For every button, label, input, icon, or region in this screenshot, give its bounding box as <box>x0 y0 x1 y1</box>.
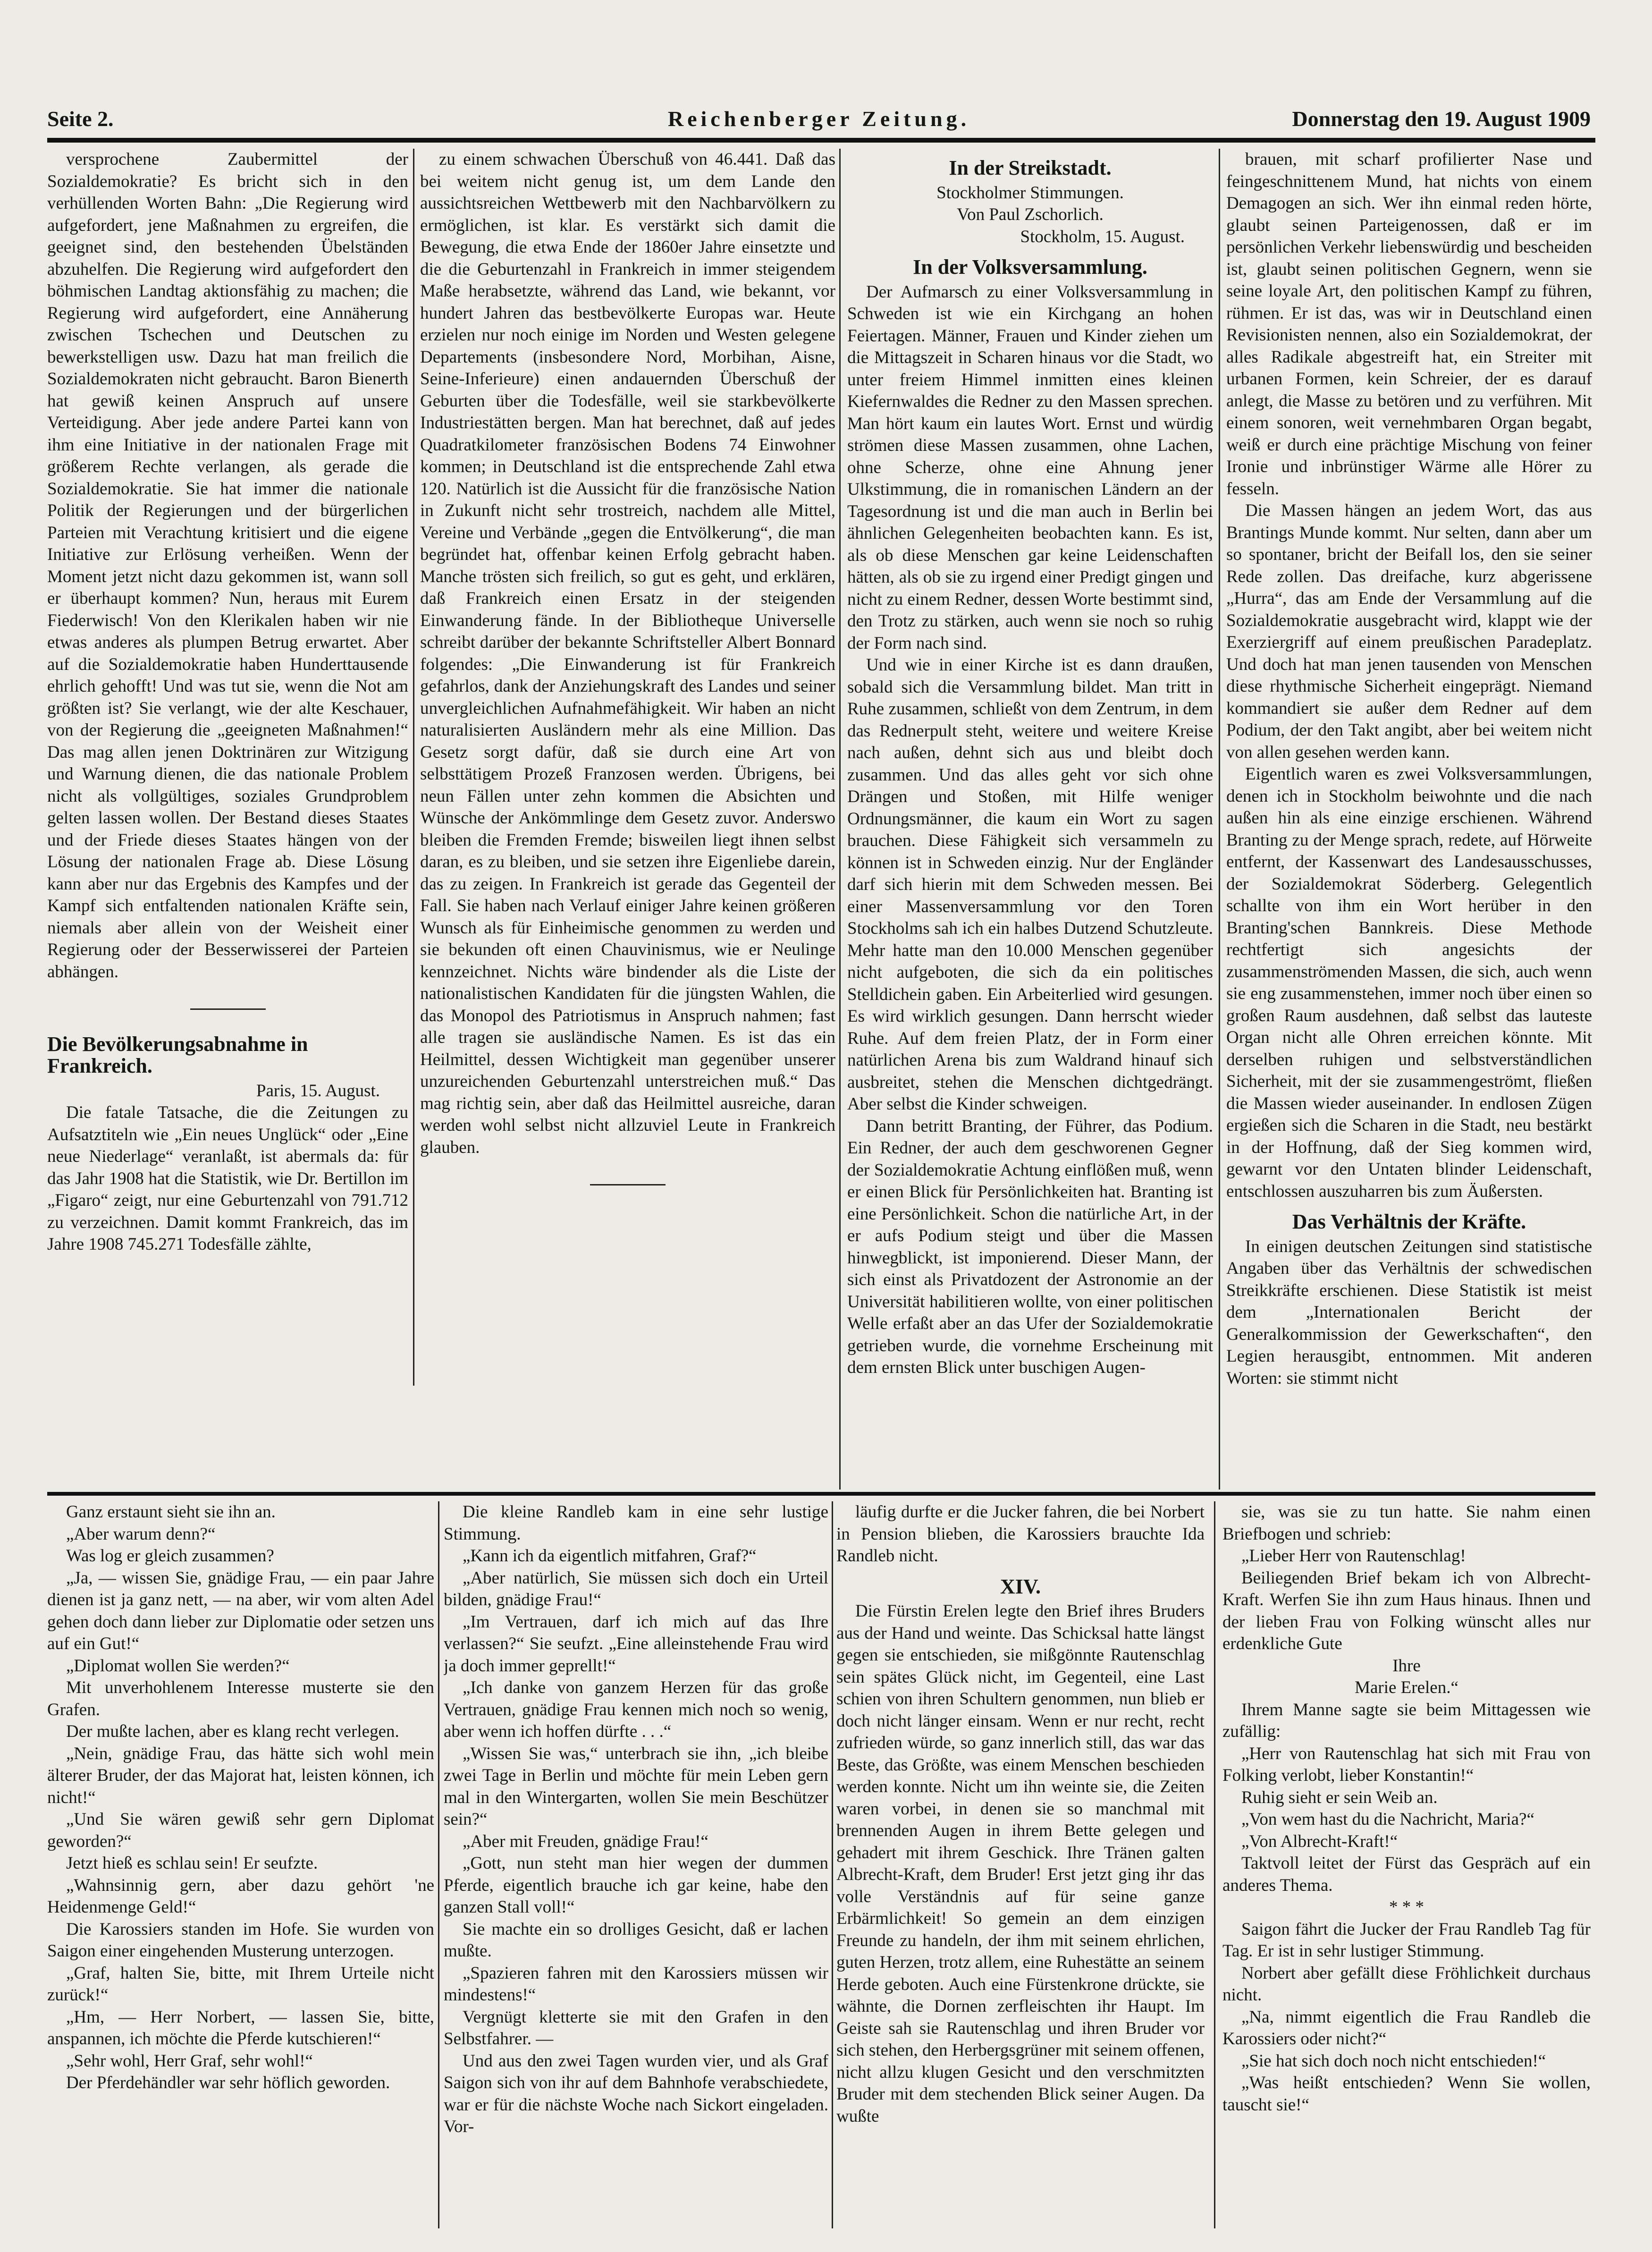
centered-line: Ihre <box>1392 1656 1421 1676</box>
paragraph: „Spazieren fahren mit den Karossiers müssen wir mindestens!“ <box>444 1963 828 2005</box>
paragraph: „Von wem hast du die Nachricht, Maria?“ <box>1241 1810 1534 1829</box>
paragraph: Die Karossiers standen im Hofe. Sie wurden von Saigon einer eingehenden Musterung unterzogen. <box>47 1919 434 1961</box>
paragraph: Vergnügt kletterte sie mit den Grafen in den Selbstfahrer. — <box>444 2007 828 2049</box>
lower-column-3 <box>836 1501 1205 2238</box>
column-divider <box>413 149 414 1386</box>
page-header <box>47 106 1591 135</box>
dateline: Stockholm, 15. August. <box>1020 227 1185 246</box>
paragraph: „Kann ich da eigentlich mitfahren, Graf?“ <box>463 1546 757 1566</box>
paragraph: Ihrem Manne sagte sie beim Mittagessen wie zufällig: <box>1222 1700 1591 1741</box>
upper-column-4 <box>1226 149 1592 1490</box>
paragraph: Und aus den zwei Tagen wurden vier, und als Graf Saigon sich von ihr auf dem Bahnhofe verabschiedete, war er für die nächste Woche nach Sickort eingeladen. Vor- <box>444 2051 828 2136</box>
headline: XIV. <box>1000 1575 1041 1598</box>
paragraph: brauen, mit scharf profilierter Nase und feingeschnittenem Mund, hat nichts von einem Demagogen an sich. Wer ihn einmal reden hörte, glaubt seinen Parteigenossen, daß er im persönlichen Verkehr liebenswürdig und bescheiden ist, glaubt seinen politischen Gegnern, wenn sie seine loyale Art, den politischen Kampf zu führen, rühmen. Er ist das, was wir in Deutschland einen Revisionisten nennen, also ein Sozialdemokrat, der alles Radikale abgestreift hat, ein Streiter mit urbanen Formen, kein Schreier, der es darauf anlegt, die Masse zu betören und zu verführen. Mit einem sonoren, weit vernehmbaren Organ begabt, weiß er durch eine prächtige Mischung von feiner Ironie und inbrünstiger Wärme alle Hörer zu fesseln. <box>1226 150 1592 499</box>
paragraph: „Aber natürlich, Sie müssen sich doch ein Urteil bilden, gnädige Frau!“ <box>444 1568 828 1609</box>
section-separator <box>47 997 408 1019</box>
paragraph: „Wissen Sie was,“ unterbrach sie ihn, „ich bleibe zwei Tage in Berlin und möchte für mein Leben gern mal in den Wintergarten, wollen Sie mein Beschützer sein?“ <box>444 1744 828 1829</box>
paragraph: Jetzt hieß es schlau sein! Er seufzte. <box>66 1854 318 1873</box>
lower-column-4 <box>1222 1501 1591 2238</box>
column-divider <box>1214 1501 1215 2228</box>
paragraph: Der Aufmarsch zu einer Volksversammlung in Schweden ist wie ein Kirchgang an hohen Feiertagen. Männer, Frauen und Kinder ziehen um die Mittagszeit in Scharen hinaus vor die Stadt, wo unter freiem Himmel inmitten eines kleinen Kiefernwaldes die Redner zu den Massen sprechen. Man hört kaum ein lautes Wort. Ernst und würdig strömen diese Massen zusammen, ohne Lachen, ohne Scherze, ohne eine Ahnung jener Ulkstimmung, die in romanischen Ländern an der Tagesordnung ist und die man auch in Berlin bei ähnlichen Gelegenheiten beobachten kann. Es ist, als ob diese Menschen gar keine Leidenschaften hätten, als ob sie zu irgend einer Predigt gingen und nicht zu einem Redner, dessen Worte bestimmt sind, den Trotz zu stärken, auch wenn sie noch so ruhig der Form nach sind. <box>847 282 1213 653</box>
paragraph: „Graf, halten Sie, bitte, mit Ihrem Urteile nicht zurück!“ <box>47 1963 434 2005</box>
column-divider <box>839 149 841 1490</box>
paragraph: „Sie hat sich doch noch nicht entschieden!“ <box>1241 2051 1546 2071</box>
paragraph: Die Fürstin Erelen legte den Brief ihres Bruders aus der Hand und weinte. Das Schicksal hatte längst gegen sie entschieden, sie mißgönnte Rautenschlag sein spätes Glück nicht, im Gegenteil, eine Last schien von ihren Schultern genommen, nun blieb er doch nicht länger einsam. Wenn er nur recht, recht zufrieden würde, so ganz innerlich still, das war das Beste, das Größte, was einem Menschen beschieden werden konnte. Nicht um ihn weinte sie, die Zeiten waren vorbei, in denen sie so manchmal mit brennenden Augen in ihrem Bette gelegen und gehadert mit ihrem Geschick. Ihre Tränen galten Albrecht-Kraft, dem Bruder! Erst jetzt ging ihr das volle Verständnis auf für seine ganze Erbärmlichkeit! So gemein an dem einzigen Freunde zu handeln, der ihm mit seinem ehrlichen, guten Herzen, trotz allem, eine Ruhestätte an seinem Herde geboten. Auch eine Fürstenkrone drückte, sie wähnte, die Dornen zerfleischten ihr Haupt. Im Geiste sah sie Rautenschlag und ihren Bruder vor sich stehen, den Herbergsgrüner mit seinem offenen, nicht allzu klugen Gesicht und den verschmitzten Bruder mit dem stechenden Blick seiner Augen. Da wußte <box>836 1601 1205 2126</box>
paragraph: „Na, nimmt eigentlich die Frau Randleb die Karossiers oder nicht?“ <box>1222 2007 1591 2049</box>
column-divider <box>438 1501 439 2228</box>
lower-column-1 <box>47 1501 434 2238</box>
paragraph: „Herr von Rautenschlag hat sich mit Frau von Folking verlobt, lieber Konstantin!“ <box>1222 1744 1591 1785</box>
paragraph: „Diplomat wollen Sie werden?“ <box>66 1656 290 1676</box>
lower-column-2 <box>444 1501 828 2238</box>
upper-column-3 <box>847 149 1213 1490</box>
paragraph: „Was heißt entschieden? Wenn Sie wollen, tauscht sie!“ <box>1222 2073 1591 2115</box>
paragraph: Beiliegenden Brief bekam ich von Albrecht-Kraft. Werfen Sie ihn zum Haus hinaus. Ihnen und der lieben Frau von Folking wünscht alles nur erdenkliche Gute <box>1222 1568 1591 1653</box>
paragraph: versprochene Zaubermittel der Sozialdemokratie? Es bricht sich in den verhüllenden Worten Bahn: „Die Regierung wird aufgefordert, jene Maßnahmen zu ergreifen, die geeignet sind, den bestehenden Übelständen abzuhelfen. Die Regierung wird aufgefordert den böhmischen Landtag aktionsfähig zu machen; die Regierung wird aufgefordert, eine Annäherung zwischen Tschechen und Deutschen zu bewerkstelligen usw. Dazu hat man freilich die Sozialdemokraten nicht gebraucht. Baron Bienerth hat gewiß keinen Anspruch auf unsere Verteidigung. Aber jede andere Partei kann von ihm eine Initiative in der nationalen Frage mit größerem Rechte verlangen, als gerade die Sozialdemokratie. Sie hat immer die nationale Politik der Regierungen und der bürgerlichen Parteien mit Verachtung kritisiert und die eigene Initiative zur Erlösung verheißen. Wenn der Moment jetzt nicht dazu gekommen ist, wann soll er überhaupt kommen? Nun, heraus mit Eurem Fiederwisch! Von den Klerikalen haben wir nie etwas anderes als plumpen Betrug erwartet. Aber auf die Sozialdemokratie haben Hunderttausende ehrlich gehofft! Und was tut sie, wenn die Not am größten ist? Sie verlangt, wie der alte Keschauer, von der Regierung die „geeigneten Maßnahmen!“ Das mag allen jenen Doktrinären zur Witzigung und Warnung dienen, die das nationale Problem nicht als vollgültiges, soziales Grundproblem gelten lassen wollen. Der Bestand dieses Staates und der Friede dieses Staates hängen von der Lösung der nationalen Frage ab. Diese Lösung kann aber nur das Ergebnis des Kampfes und der Kampf sich entfaltenden nationalen Kräfte sein, niemals aber allein von der Weisheit einer Regierung oder der Besserwisserei der Parteien abhängen. <box>47 150 408 982</box>
paragraph: Saigon fährt die Jucker der Frau Randleb Tag für Tag. Er ist in sehr lustiger Stimmung. <box>1222 1919 1591 1961</box>
paragraph: „Von Albrecht-Kraft!“ <box>1241 1831 1398 1851</box>
dateline: Paris, 15. August. <box>256 1081 380 1101</box>
paragraph: Der mußte lachen, aber es klang recht verlegen. <box>66 1722 399 1741</box>
paragraph: „Hm, — Herr Norbert, — lassen Sie, bitte, anspannen, ich möchte die Pferde kutschieren!“ <box>47 2007 434 2049</box>
paragraph: „Und Sie wären gewiß sehr gern Diplomat geworden?“ <box>47 1810 434 1851</box>
paragraph: Mit unverhohlenem Interesse musterte sie den Grafen. <box>47 1678 434 1719</box>
paragraph: „Ja, — wissen Sie, gnädige Frau, — ein paar Jahre dienen ist ja ganz nett, — na aber, wir vom alten Adel gehen doch dann lieber zur Diplomatie oder setzen uns auf ein Gut!“ <box>47 1568 434 1653</box>
centered-line: Von Paul Zschorlich. <box>957 205 1104 224</box>
paragraph: Sie machte ein so drolliges Gesicht, daß er lachen mußte. <box>444 1919 828 1961</box>
paragraph: „Im Vertrauen, darf ich mich auf das Ihre verlassen?“ Sie seufzt. „Eine alleinstehende Frau wird ja doch immer geprellt!“ <box>444 1612 828 1676</box>
paragraph: Norbert aber gefällt diese Fröhlichkeit durchaus nicht. <box>1222 1963 1591 2005</box>
paragraph: „Sehr wohl, Herr Graf, sehr wohl!“ <box>66 2051 313 2071</box>
paragraph: „Lieber Herr von Rautenschlag! <box>1241 1546 1466 1566</box>
paragraph: „Nein, gnädige Frau, das hätte sich wohl mein älterer Bruder, der das Majorat hat, leisten können, ich nicht!“ <box>47 1744 434 1807</box>
centered-line: Stockholmer Stimmungen. <box>936 183 1124 203</box>
paragraph: Ganz erstaunt sieht sie ihn an. <box>66 1502 276 1522</box>
upper-column-1 <box>47 149 408 1490</box>
paragraph: Und wie in einer Kirche ist es dann draußen, sobald sich die Versammlung bildet. Man tritt in Ruhe zusammen, schließt von dem Zentrum, in dem das Rednerpult steht, weitere und weitere Kreise nach außen, dehnt sich aus und bleibt doch zusammen. Und das alles geht vor sich ohne Drängen und Stoßen, mit Hilfe weniger Ordnungsmänner, die kaum ein Wort zu sagen brauchen. Diese Fähigkeit sich versammeln zu können ist in Schweden einzig. Nur der Engländer darf sich hierin mit dem Schweden messen. Bei einer Massenversammlung vor den Toren Stockholms sah ich ein halbes Dutzend Schutzleute. Mehr hatte man den 10.000 Menschen gegenüber nicht aufgeboten, die sich da ein politisches Stelldichein gaben. Ein Arbeiterlied wird gesungen. Es wird wirklich gesungen. Dann herrscht wieder Ruhe. Auf dem freien Platz, der in Form einer natürlichen Arena bis zum Waldrand hinauf sich ausbreitet, stehen die Menschen dichtgedrängt. Aber selbst die Kinder schweigen. <box>847 655 1213 1114</box>
paragraph: „Aber warum denn?“ <box>66 1524 216 1544</box>
newspaper-title: Reichenberger Zeitung. <box>667 107 970 131</box>
paragraph: „Aber mit Freuden, gnädige Frau!“ <box>463 1831 708 1851</box>
paragraph: Dann betritt Branting, der Führer, das Podium. Ein Redner, der auch dem geschworenen Gegner der Sozialdemokratie Achtung einflößen muß, wenn er einen Blick für Persönlichkeiten hat. Branting ist eine Persönlichkeit. Schon die natürliche Art, in der er aufs Podium steigt und über die Massen hinwegblickt, ist imponierend. Dieser Mann, der sich einst als Privatdozent der Astronomie an der Universität habilitieren wollte, von einer politischen Welle erfaßt aber an das Ufer der Sozialdemokratie getrieben wurde, die vornehme Erscheinung mit dem ernsten Blick unter buschigen Augen- <box>847 1116 1213 1377</box>
paragraph: Die Massen hängen an jedem Wort, das aus Brantings Munde kommt. Nur selten, dann aber um so spontaner, bricht der Beifall los, den sie seiner Rede zollen. Das dreifache, kurz abgerissene „Hurra“, das am Ende der Versammlung auf die Sozialdemokratie ausgebracht wird, klappt wie der Exerziergriff auf einem preußischen Paradeplatz. Und doch hat man jenen tausenden von Menschen diese rhythmische Sicherheit eingeprägt. Niemand kommandiert sie außer dem Redner auf dem Podium, der den Takt angibt, aber bei weitem nicht von allen gesehen werden kann. <box>1226 501 1592 762</box>
header-rule <box>47 138 1595 143</box>
centered-line: * * * <box>1389 1897 1424 1917</box>
feuilleton-rule <box>47 1492 1595 1496</box>
paragraph: Die kleine Randleb kam in eine sehr lustige Stimmung. <box>444 1502 828 1544</box>
issue-date: Donnerstag den 19. August 1909 <box>1292 107 1591 131</box>
upper-column-2 <box>420 149 835 1490</box>
column-divider <box>832 1501 833 2228</box>
paragraph: läufig durfte er die Jucker fahren, die bei Norbert in Pension blieben, die Karossiers brauchte Ida Randleb nicht. <box>836 1502 1205 1566</box>
paragraph: „Wahnsinnig gern, aber dazu gehört 'ne Heidenmenge Geld!“ <box>47 1875 434 1917</box>
section-separator <box>420 1173 835 1195</box>
paragraph: Die fatale Tatsache, die die Zeitungen zu Aufsatztiteln wie „Ein neues Unglück“ oder „Eine neue Niederlage“ veranlaßt, ist abermals da: für das Jahr 1908 hat die Statistik, wie Dr. Bertillon im „Figaro“ zeigt, nur eine Geburtenzahl von 791.712 zu verzeichnen. Damit kommt Frankreich, das im Jahre 1908 745.271 Todesfälle zählte, <box>47 1103 408 1254</box>
page-number: Seite 2. <box>47 107 114 131</box>
headline: Das Verhältnis der Kräfte. <box>1292 1210 1526 1233</box>
centered-line: Marie Erelen.“ <box>1355 1678 1458 1697</box>
headline: In der Streikstadt. <box>949 156 1112 179</box>
paragraph: Der Pferdehändler war sehr höflich geworden. <box>66 2073 390 2092</box>
headline: In der Volksversammlung. <box>913 255 1147 279</box>
paragraph: zu einem schwachen Überschuß von 46.441. Daß das bei weitem nicht genug ist, um dem Lande den aussichtsreichen Wettbewerb mit den Nachbarvölkern zu ermöglichen, ist klar. Es verstärkt sich damit die Bewegung, die etwa Ende der 1860er Jahre einsetzte und die die Geburtenzahl in Frankreich in immer steigendem Maße herabsetzte, während das Land, wie bekannt, vor hundert Jahren das bestbevölkerte Europas war. Heute erzielen nur noch einige im Norden und Westen gelegene Departements (insbesondere Nord, Morbihan, Aisne, Seine-Inferieure) einen andauernden Überschuß der Geburten über die Todesfälle, weil sie starkbevölkerte Industriestätten bergen. Man hat berechnet, daß auf jedes Quadratkilometer französischen Bodens 74 Einwohner kommen; in Deutschland ist die entsprechende Zahl etwa 120. Natürlich ist die Aussicht für die französische Nation in Zukunft nicht sehr trostreich, nachdem alle Mittel, Vereine und Verbände „gegen die Entvölkerung“, die man begründet hat, offenbar keinen Erfolg gebracht haben. Manche trösten sich freilich, so gut es geht, und erklären, daß Frankreich einen Ersatz in der steigenden Einwanderung fände. In der Bibliotheque Universelle schreibt darüber der bekannte Schriftsteller Albert Bonnard folgendes: „Die Einwanderung ist für Frankreich gefahrlos, dank der Anziehungskraft des Landes und seiner unvergleichlichen Aufnahmefähigkeit. Wir haben an nicht naturalisierten Ausländern mehr als eine Million. Das Gesetz sorgt dafür, daß sie durch eine Art von selbsttätigem Prozeß Franzosen werden. Übrigens, bei neun Fällen unter zehn kommen die Absichten und Wünsche der Ankömmlinge dem Gesetz zuvor. Anderswo bleiben die Fremden Fremde; bisweilen liegt ihnen selbst daran, es zu bleiben, und sie setzen ihre Eigenliebe darein, das zu zeigen. In Frankreich ist gerade das Gegenteil der Fall. Sie haben nach Verlauf einiger Jahre keinen größeren Wunsch als für Einheimische genommen zu werden und sie bekunden oft einen Chauvinismus, wie er Neulinge kennzeichnet. Nichts wäre bindender als die Liste der nationalistischen Kandidaten für die jüngsten Wahlen, die das Monopol des Patriotismus in Anspruch nahmen; fast alle tragen sie ausländische Namen. Es ist das ein Heilmittel, dessen Wichtigkeit man gegenüber unserer unzureichenden Geburtenzahl unterstreichen muß.“ Das mag richtig sein, aber daß das Heilmittel ausreiche, daran werden wohl selbst nicht allzuviel Leute in Frankreich glauben. <box>420 150 835 1157</box>
paragraph: „Gott, nun steht man hier wegen der dummen Pferde, eigentlich brauche ich gar keine, habe den ganzen Stall voll!“ <box>444 1854 828 1917</box>
paragraph: sie, was sie zu tun hatte. Sie nahm einen Briefbogen und schrieb: <box>1222 1502 1591 1544</box>
paragraph: Eigentlich waren es zwei Volksversammlungen, denen ich in Stockholm beiwohnte und die nach außen hin als eine einzige erschienen. Während Branting zu der Menge sprach, redete, auf Hörweite entfernt, der Kassenwart des Landesausschusses, der Sozialdemokrat Söderberg. Gelegentlich schallte von ihm ein Wort herüber in den Branting'schen Bannkreis. Diese Methode rechtfertigt sich angesichts der zusammenströmenden Massen, die sich, auch wenn sie eng zusammenstehen, immer noch über einen so großen Raum ausdehnen, daß selbst das lauteste Organ nicht alle Ohren erreichen könnte. Mit derselben ruhigen und selbstverständlichen Sicherheit, mit der sie zusammengeströmt, fließen die Massen wieder auseinander. In endlosen Zügen ergießen sich die Scharen in die Stadt, neu bestärkt in der Hoffnung, daß der Sieg kommen wird, gewarnt vor den Untaten blinder Leidenschaft, entschlossen auszuharren bis zum Äußersten. <box>1226 764 1592 1201</box>
headline: Die Bevölkerungsabnahme in Frankreich. <box>47 1032 308 1077</box>
paragraph: „Ich danke von ganzem Herzen für das große Vertrauen, gnädige Frau kennen mich noch so wenig, aber wenn ich hoffen dürfte . . .“ <box>444 1678 828 1741</box>
paragraph: Taktvoll leitet der Fürst das Gespräch auf ein anderes Thema. <box>1222 1854 1591 1895</box>
column-divider <box>1219 149 1220 1490</box>
paragraph: Ruhig sieht er sein Weib an. <box>1241 1787 1438 1807</box>
paragraph: Was log er gleich zusammen? <box>66 1546 274 1566</box>
paragraph: In einigen deutschen Zeitungen sind statistische Angaben über das Verhältnis der schwedischen Streikkräfte erschienen. Diese Statistik ist meist dem „Internationalen Bericht der Generalkommission der Gewerkschaften“, den Legien herausgibt, entnommen. Mit anderen Worten: sie stimmt nicht <box>1226 1236 1592 1388</box>
